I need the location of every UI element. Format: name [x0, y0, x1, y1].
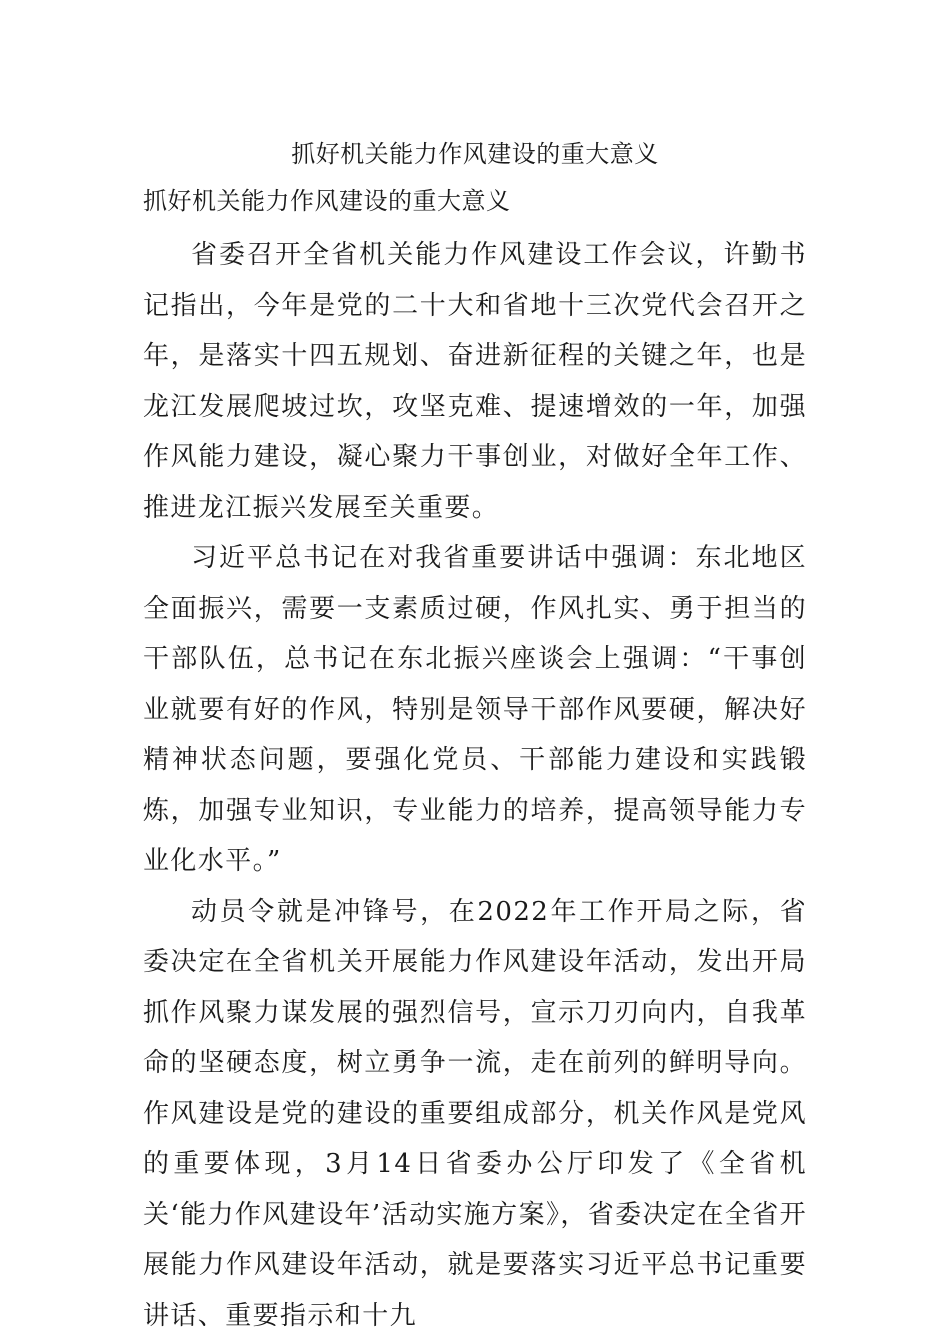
document-body — [143, 230, 807, 1341]
paragraph-1: 省委召开全省机关能力作风建设工作会议，许勤书记指出，今年是党的二十大和省地十三次党代会召开之年，是落实十四五规划、奋进新征程的关键之年，也是龙江发展爬坡过坎，攻坚克难、提速增效的一年，加强作风能力建设，凝心聚力干事创业，对做好全年工作、推进龙江振兴发展至关重要。 — [143, 240, 807, 523]
document-title: 抓好机关能力作风建设的重大意义 — [291, 140, 659, 168]
paragraph-2: 习近平总书记在对我省重要讲话中强调：东北地区全面振兴，需要一支素质过硬，作风扎实、勇于担当的干部队伍，总书记在东北振兴座谈会上强调：“干事创业就要有好的作风，特别是领导干部作风要硬，解决好精神状态问题，要强化党员、干部能力建设和实践锻炼，加强专业知识，专业能力的培养，提高领导能力专业化水平。” — [143, 543, 807, 876]
paragraph-3: 动员令就是冲锋号，在2022年工作开局之际，省委决定在全省机关开展能力作风建设年活动，发出开局抓作风聚力谋发展的强烈信号，宣示刀刃向内，自我革命的坚硬态度，树立勇争一流，走在前列的鲜明导向。作风建设是党的建设的重要组成部分，机关作风是党风的重要体现，3月14日省委办公厅印发了《全省机关‘能力作风建设年’活动实施方案》，省委决定在全省开展能力作风建设年活动，就是要落实习近平总书记重要讲话、重要指示和十九 — [143, 896, 807, 1331]
document-subtitle: 抓好机关能力作风建设的重大意义 — [143, 187, 511, 215]
